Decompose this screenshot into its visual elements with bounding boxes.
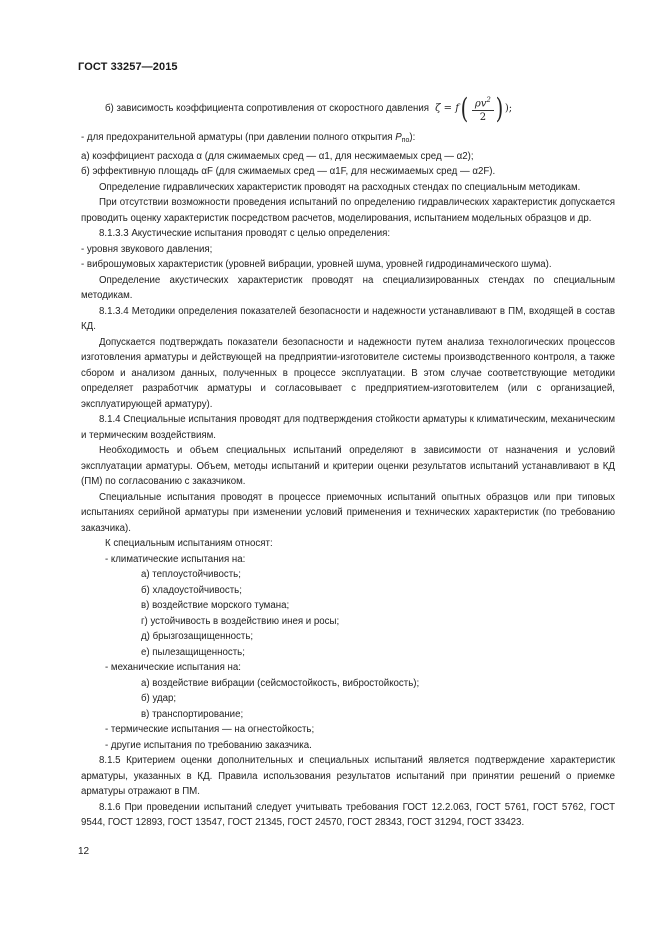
- list-item: - термические испытания — на огнестойкость;: [105, 724, 315, 735]
- formula-symbol: ζ: [435, 103, 441, 115]
- list-item: - уровня звукового давления;: [81, 243, 213, 255]
- section-8-1-4: 8.1.4 Специальные испытания проводят для подтверждения стойкости арматуры к климатическим, механическим и термическим воздействиям.: [81, 414, 615, 441]
- formula-suffix: );: [504, 103, 513, 115]
- section-8-1-3-4: 8.1.3.4 Методики определения показателей безопасности и надежности устанавливают в ПМ, входящей в состав КД.: [81, 305, 615, 332]
- list-item: в) воздействие морского тумана;: [141, 600, 290, 611]
- paragraph: К специальным испытаниям относят:: [105, 538, 273, 549]
- formula-right-paren: ): [495, 91, 504, 125]
- line-relief-valve: - для предохранительной арматуры (при давлении полного открытия $P_{по}$):: [81, 132, 416, 144]
- formula-left-paren: (: [460, 91, 469, 125]
- list-item: е) пылезащищенность;: [141, 646, 245, 658]
- formula-numerator: ρv: [474, 98, 487, 110]
- list-item: б) удар;: [141, 693, 177, 704]
- list-item: а) теплоустойчивость;: [141, 569, 241, 580]
- list-item: - климатические испытания на:: [105, 553, 246, 565]
- list-item: - виброшумовых характеристик (уровней вибрации, уровней шума, уровней гидродинамического шума).: [81, 259, 552, 270]
- line-flow-coefficient: а) коэффициент расхода α (для сжимаемых сред — α1, для несжимаемых сред — α2);: [81, 150, 474, 162]
- list-item: г) устойчивость в воздействию инея и росы;: [141, 615, 340, 627]
- section-8-1-3-3: 8.1.3.3 Акустические испытания проводят с целью определения:: [99, 228, 391, 239]
- list-item: в) транспортирование;: [141, 708, 244, 720]
- paragraph: Определение гидравлических характеристик проводят на расходных стендах по специальным методикам.: [99, 181, 581, 193]
- line-effective-area: б) эффективную площадь αF (для сжимаемых сред — α1F, для несжимаемых сред — α2F).: [81, 166, 496, 177]
- paragraph: Допускается подтверждать показатели безопасности и надежности путем анализа технологических процессов изготовления арматуры и действующей на предприятии-изготовителе системы производственного контроля, а также сбором и анализом данных, полученных в процессе эксплуатации. В этом случае соответствующие методики определяет разработчик арматуры и согласовывает с предприятием-изготовителем (или с организацией, эксплуатирующей арматуру).: [81, 336, 615, 410]
- list-item: д) брызгозащищенность;: [141, 631, 254, 642]
- list-item: - механические испытания на:: [105, 662, 241, 673]
- formula-fraction: [472, 94, 494, 124]
- formula-denominator: 2: [479, 112, 487, 124]
- list-item: а) воздействие вибрации (сейсмостойкость, вибростойкость);: [141, 677, 420, 689]
- list-item: - другие испытания по требованию заказчика.: [105, 739, 312, 751]
- formula-exponent: 2: [486, 95, 491, 104]
- page-number: 12: [78, 846, 90, 857]
- paragraph: При отсутствии возможности проведения испытаний по определению гидравлических характеристик допускается проводить оценку характеристик посредством расчетов, моделирования, испытанием модельных образцов и др.: [81, 197, 615, 224]
- formula: [435, 91, 513, 125]
- section-8-1-6: 8.1.6 При проведении испытаний следует учитывать требования ГОСТ 12.2.063, ГОСТ 5761, ГОСТ 5762, ГОСТ 9544, ГОСТ 12893, ГОСТ 13547, ГОСТ 21345, ГОСТ 24570, ГОСТ 28343, ГОСТ 31294, ГОСТ 33423.: [81, 801, 615, 828]
- list-item: б) хладоустойчивость;: [141, 584, 242, 596]
- formula-intro: б) зависимость коэффициента сопротивления от скоростного давления: [105, 103, 430, 115]
- formula-func: f: [455, 103, 459, 115]
- paragraph: Определение акустических характеристик проводят на специализированных стендах по специальным методикам.: [81, 274, 615, 301]
- document-header: ГОСТ 33257—2015: [78, 61, 178, 73]
- paragraph: Специальные испытания проводят в процессе приемочных испытаний опытных образцов или при типовых испытаниях серийной арматуры при изменении условий применения и технических характеристик (по требованию заказчика).: [81, 491, 615, 534]
- formula-line: [105, 88, 615, 130]
- document-body: [81, 88, 615, 831]
- paragraph: Необходимость и объем специальных испытаний определяют в зависимости от назначения и условий эксплуатации арматуры. Объем, методы испытаний и критерии оценки результатов испытаний устанавливают в КД (ПМ) по согласованию с заказчиком.: [81, 445, 615, 487]
- section-8-1-5: 8.1.5 Критерием оценки дополнительных и специальных испытаний является подтверждение характеристик арматуры, указанных в КД. Правила использования результатов испытаний при принятии решений о приемке арматуры отражают в ПМ.: [81, 755, 615, 797]
- formula-eq: =: [443, 103, 453, 115]
